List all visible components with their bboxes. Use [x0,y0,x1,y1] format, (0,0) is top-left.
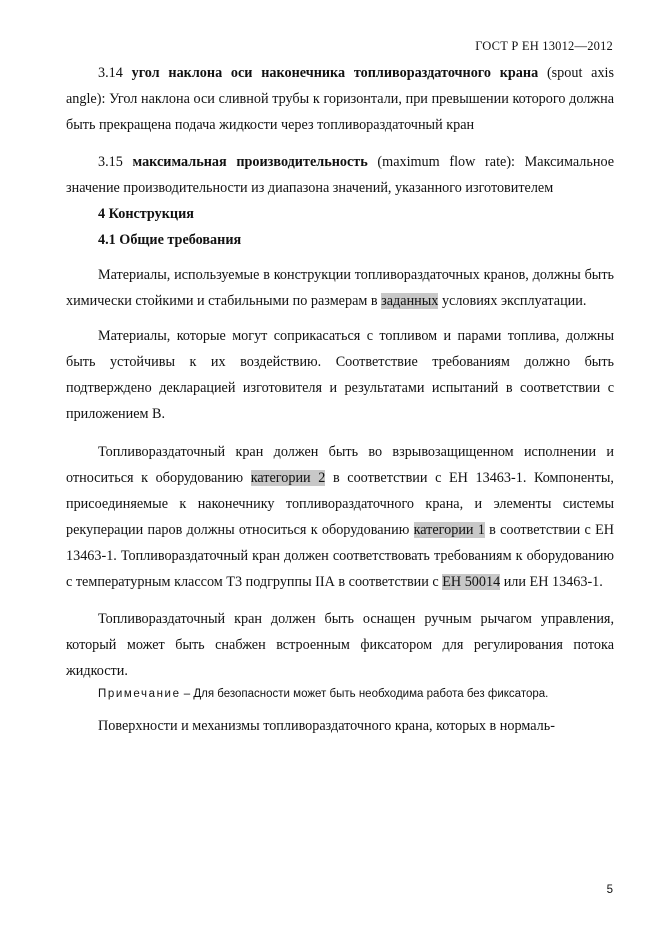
definition-term: угол наклона оси наконечника топливораздаточного крана [131,65,539,81]
section-heading-4-1: 4.1 Общие требования [98,232,242,248]
paragraph-explosion-protection [66,439,614,595]
note [66,684,614,704]
definition-number: 3.14 [98,65,123,81]
paragraph-text: в соответствии с ЕН 13463-1. Топливораздаточный кран должен соответствовать требованиям к оборудованию с температурным классом Т3 подгруппы IIА в соответствии с [66,522,614,590]
section-heading-4: 4 Конструкция [98,206,194,222]
definition-text: (maximum flow rate): Максимальное значение производительности из диапазона значений, указанного изготовителем [66,154,615,196]
definition-text: (spout axis angle): Угол наклона оси сливной трубы к горизонтали, при превышении которого должна быть прекращена подача жидкости через топливораздаточный кран [66,65,615,133]
paragraph-fuel-contact: Материалы, которые могут соприкасаться с топливом и парами топлива, должны быть устойчивы к их воздействию. Соответствие требованиям должно быть подтверждено декларацией изготовителя и результатами испытаний в соответствии с приложением В. [66,328,614,422]
highlight: категории 1 [413,522,485,538]
definition-number: 3.15 [98,154,123,170]
definition-term: максимальная производительность [132,154,368,170]
note-text: – Для безопасности может быть необходима работа без фиксатора. [180,688,549,700]
page-number: 5 [606,884,613,896]
highlight: ЕН 50014 [442,574,501,590]
paragraph-text: в соответствии с ЕН 13463-1. Компоненты, присоединяемые к наконечнику топливораздаточного крана, и элементы системы рекуперации паров должны относиться к оборудованию [66,470,614,538]
highlight: категории 2 [250,470,326,486]
paragraph-text: Материалы, используемые в конструкции топливораздаточных кранов, должны быть химически стойкими и стабильными по размерам в [66,267,614,309]
paragraph-surfaces: Поверхности и механизмы топливораздаточного крана, которых в нормаль- [98,718,555,734]
paragraph-text: Топливораздаточный кран должен быть во взрывозащищенном исполнении и относиться к оборудованию [66,444,614,486]
paragraph-text: или ЕН 13463-1. [500,574,603,590]
page-header: ГОСТ Р ЕН 13012—2012 [475,39,613,53]
definition-3-15 [66,149,614,201]
page-content [66,60,614,739]
paragraph-materials [66,262,614,314]
paragraph-text: условиях эксплуатации. [438,293,587,309]
paragraph-lever: Топливораздаточный кран должен быть оснащен ручным рычагом управления, который может быть снабжен встроенным фиксатором для регулирования потока жидкости. [66,611,614,679]
highlight: заданных [381,293,439,309]
definition-3-14 [66,60,614,138]
note-label: Примечание [98,688,181,700]
